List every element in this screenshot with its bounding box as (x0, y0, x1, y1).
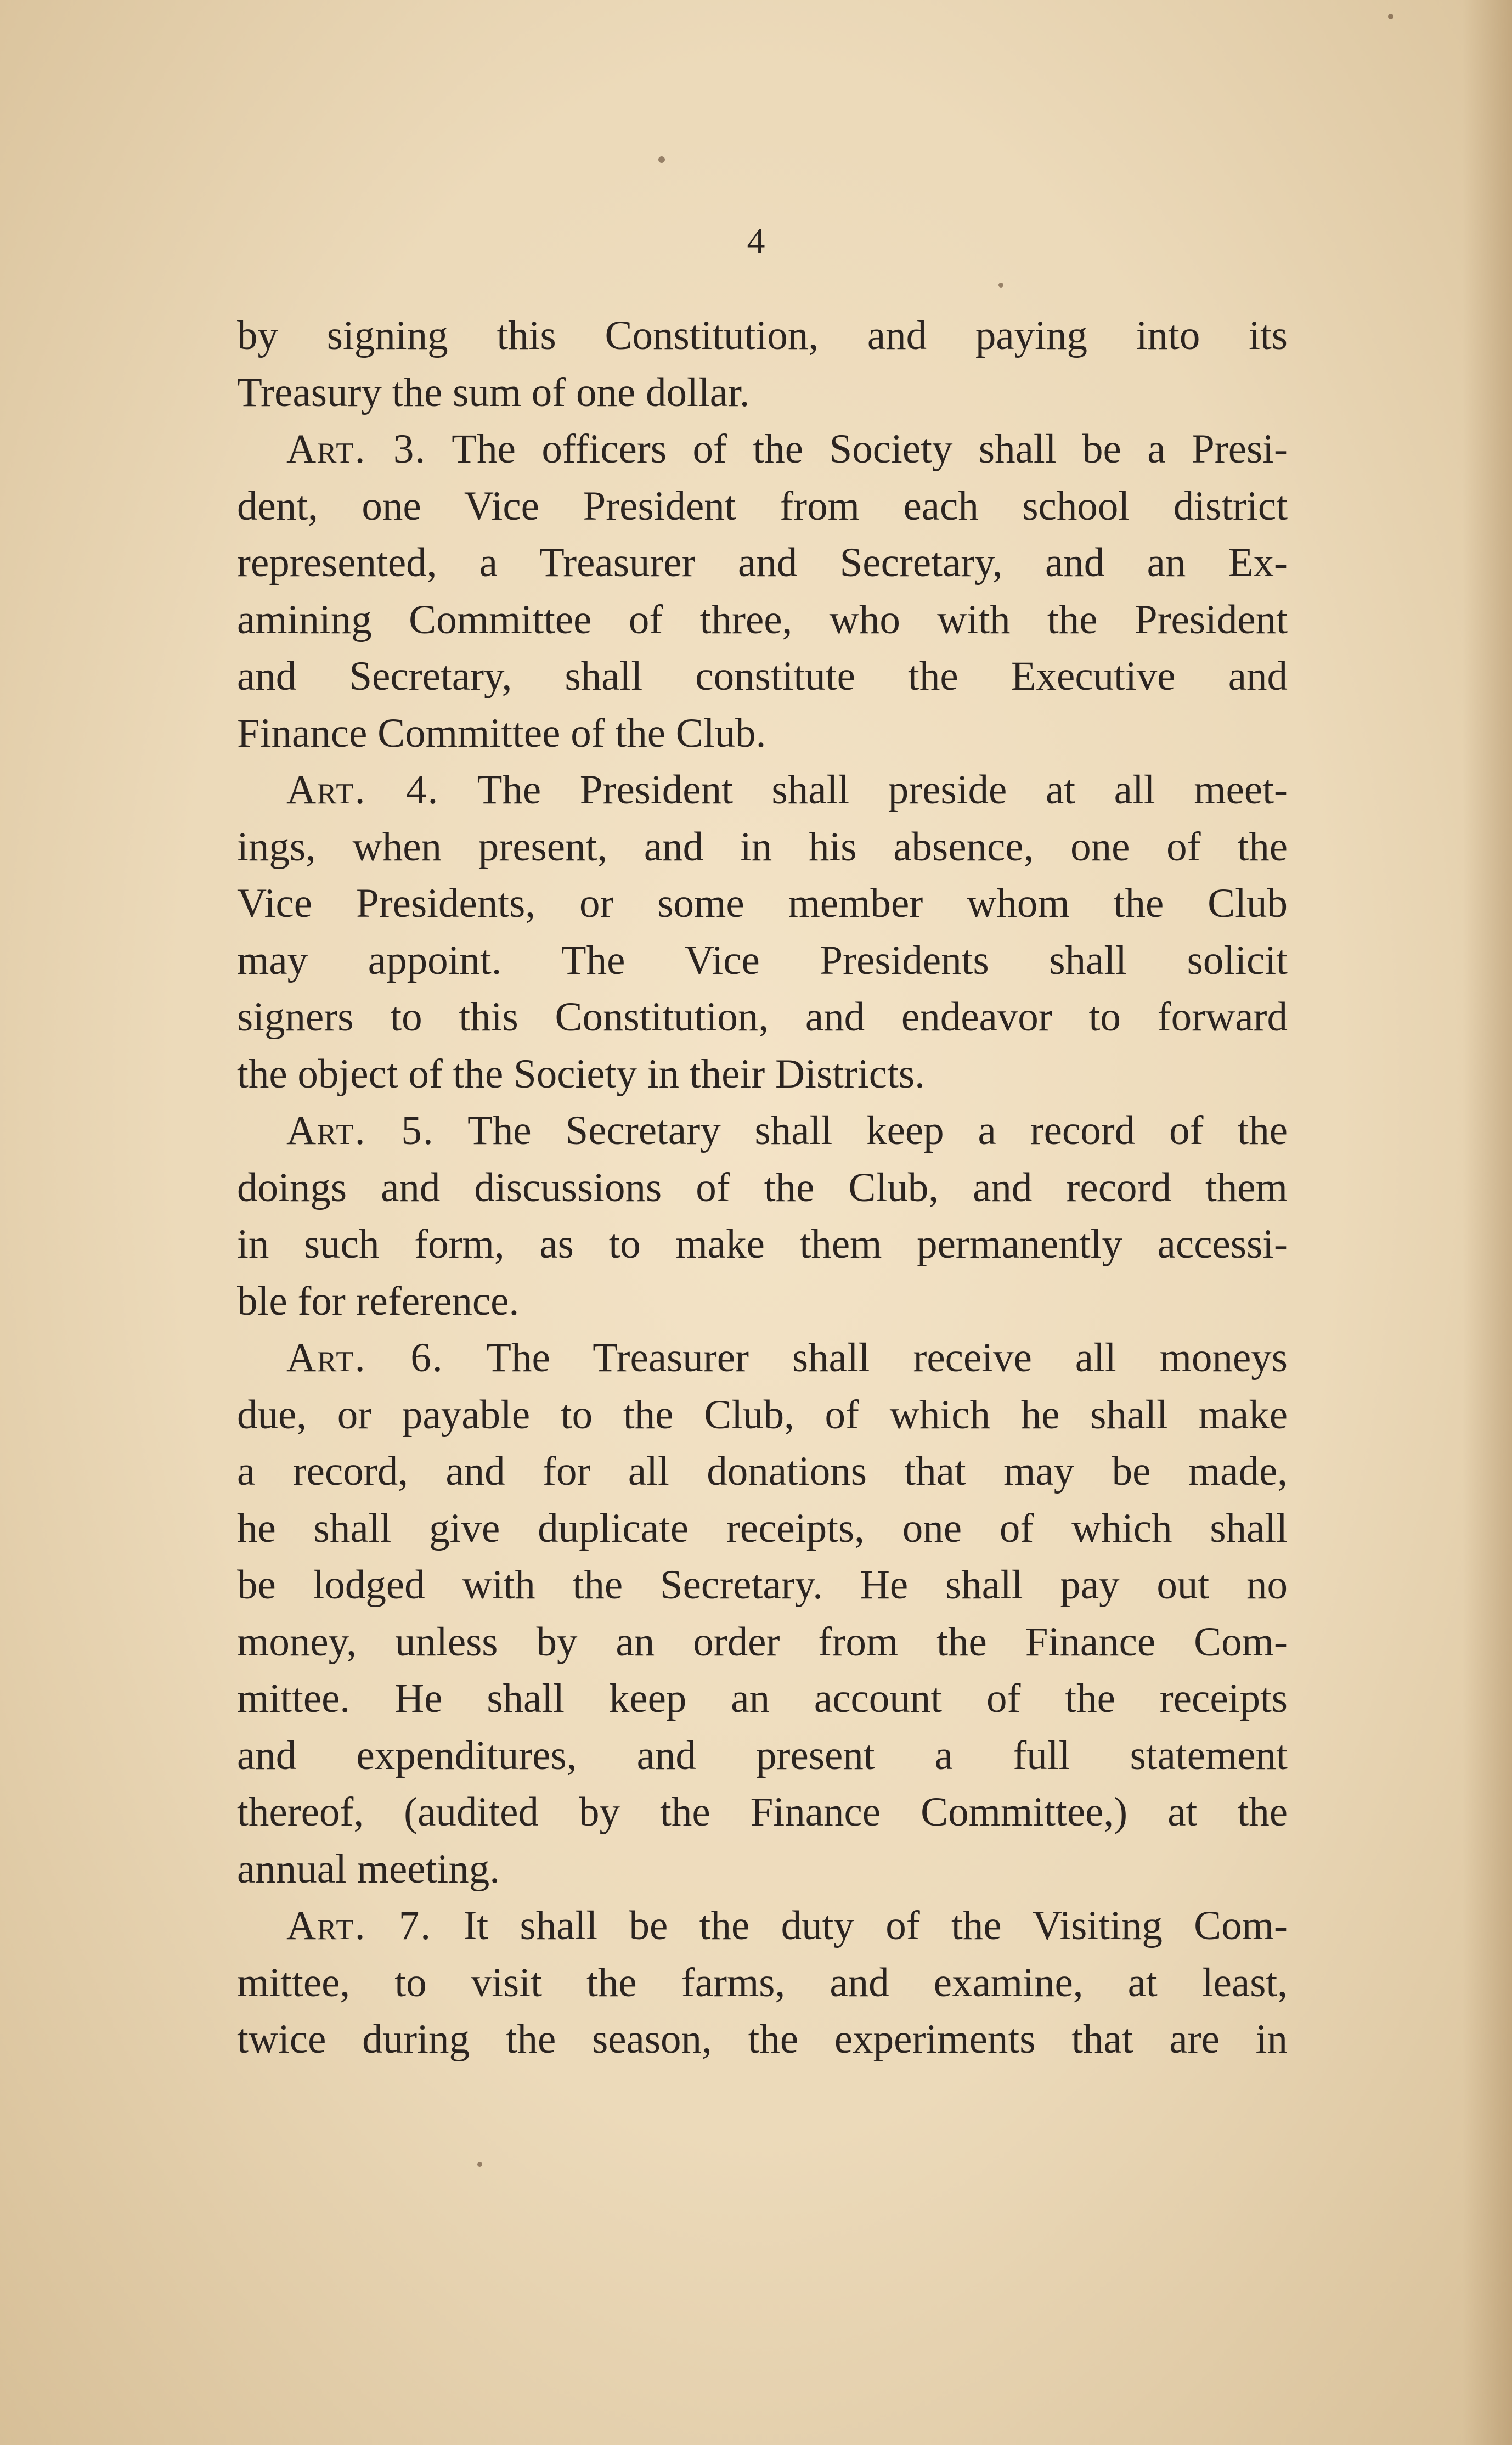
article-label: Art. 4. (286, 767, 439, 813)
article-label: Art. 7. (286, 1903, 432, 1948)
ink-speck (477, 2162, 482, 2167)
ink-speck (658, 156, 665, 163)
page-number: 4 (747, 221, 765, 261)
article-label: Art. 3. (286, 426, 427, 472)
body-text (237, 307, 1288, 2068)
text-line: the object of the Society in their Districts. (237, 1051, 925, 1097)
text-line: twice during the season, the experiments that are in (237, 2016, 1288, 2062)
article-label: Art. 5. (286, 1108, 435, 1153)
text-line: a record, and for all donations that may be made, (237, 1449, 1288, 1494)
text-line: may appoint. The Vice Presidents shall solicit (237, 937, 1288, 983)
text-line: dent, one Vice President from each school district (237, 483, 1288, 529)
text-line: due, or payable to the Club, of which he shall make (237, 1391, 1288, 1438)
text-line: he shall give duplicate receipts, one of which shall (237, 1505, 1288, 1551)
text-line: and Secretary, shall constitute the Executive and (237, 653, 1288, 699)
text-line: mittee, to visit the farms, and examine, at least, (237, 1959, 1288, 2005)
text-line: mittee. He shall keep an account of the receipts (237, 1676, 1288, 1721)
text-line: Art. 7. It shall be the duty of the Visiting Com- (286, 1903, 1288, 1948)
text-line: signers to this Constitution, and endeavor to forward (237, 994, 1288, 1040)
text-line: Finance Committee of the Club. (237, 710, 766, 756)
text-line: and expenditures, and present a full statement (237, 1732, 1288, 1778)
text-line: ings, when present, and in his absence, one of the (237, 824, 1288, 870)
text-line: Art. 6. The Treasurer shall receive all moneys (286, 1335, 1288, 1381)
ink-speck (998, 283, 1003, 288)
text-line: Vice Presidents, or some member whom the Club (237, 881, 1288, 926)
text-line: by signing this Constitution, and paying into its (237, 313, 1288, 358)
text-line: annual meeting. (237, 1846, 500, 1892)
text-line: Art. 4. The President shall preside at all meet- (286, 767, 1288, 813)
article-label: Art. 6. (286, 1335, 444, 1381)
page-edge-shadow (1463, 0, 1512, 2445)
text-line: money, unless by an order from the Finance Com- (237, 1619, 1288, 1665)
text-line: in such form, as to make them permanently accessi- (237, 1221, 1288, 1267)
text-line: represented, a Treasurer and Secretary, and an Ex- (237, 540, 1288, 585)
text-line: be lodged with the Secretary. He shall pay out no (237, 1562, 1288, 1608)
text-line: Treasury the sum of one dollar. (237, 369, 750, 415)
text-line: doings and discussions of the Club, and record them (237, 1164, 1288, 1210)
text-line: amining Committee of three, who with the President (237, 596, 1288, 643)
text-line: ble for reference. (237, 1278, 520, 1324)
text-line: thereof, (audited by the Finance Committee,) at the (237, 1789, 1288, 1835)
ink-speck (1388, 14, 1393, 19)
text-line: Art. 3. The officers of the Society shall be a Presi- (286, 426, 1288, 472)
text-line: Art. 5. The Secretary shall keep a record of the (286, 1108, 1288, 1153)
